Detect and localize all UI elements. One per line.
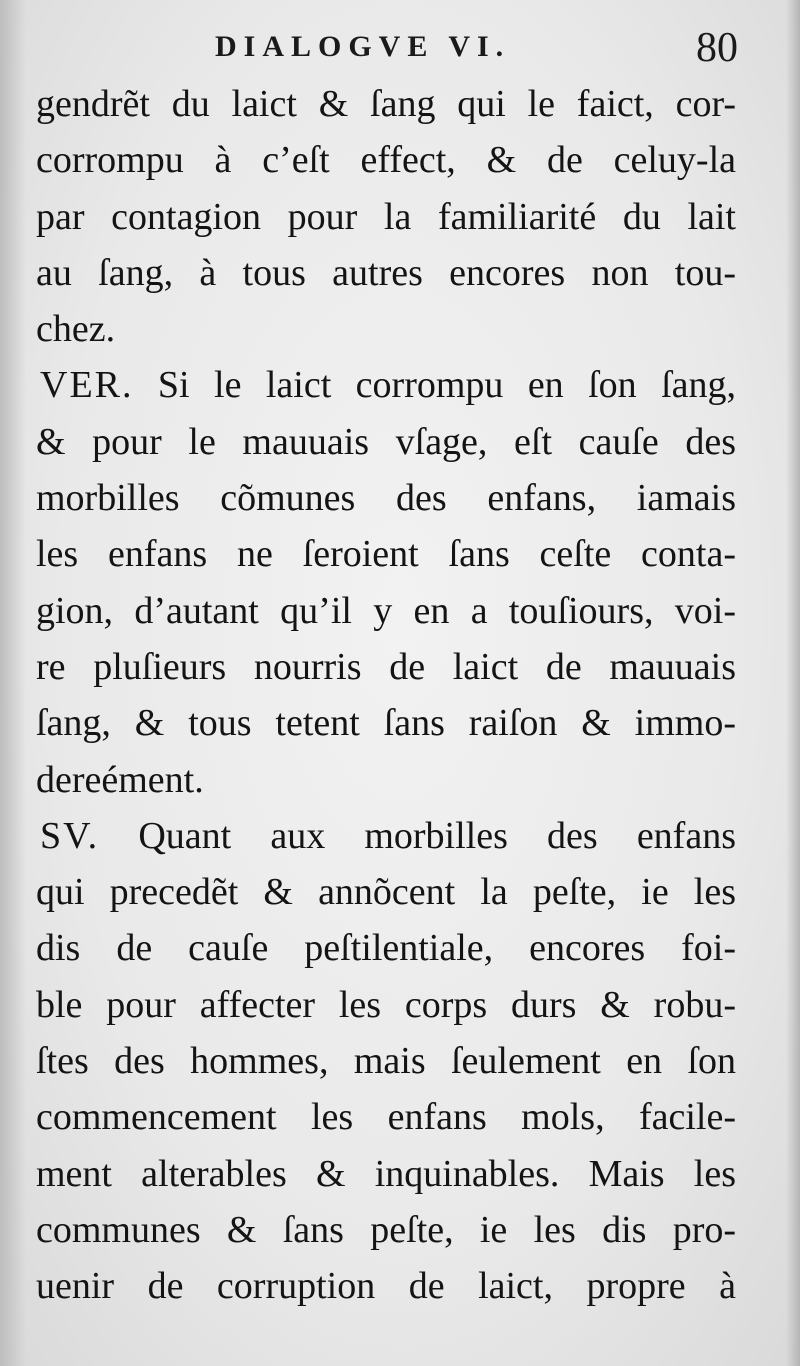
text-line: ment alterables & inquinables. Mais les (36, 1152, 736, 1195)
text-line: commencement les enfans mols, facile- (36, 1096, 736, 1139)
text-line: gion, d’autant qu’il y en a touſiours, voi- (36, 589, 736, 632)
text-line: re pluſieurs nourris de laict de mauuais (36, 645, 736, 688)
running-title: DIALOGVE VI. (215, 30, 511, 63)
text-line: communes & ſans peſte, ie les dis pro- (36, 1208, 736, 1251)
text-line: uenir de corruption de laict, propre à (36, 1265, 736, 1308)
text-line-speaker (36, 808, 736, 864)
text-line: au ſang, à tous autres encores non tou- (36, 251, 736, 294)
text-line: ſang, & tous tetent ſans raiſon & immo- (36, 702, 736, 745)
text-line: dis de cauſe peſtilentiale, encores foi- (36, 927, 736, 970)
text-line: par contagion pour la familiarité du lait (36, 195, 736, 238)
speaker-label: VER. (40, 364, 134, 407)
page-edge-shadow (786, 0, 800, 1366)
speaker-label: SV. (40, 814, 100, 857)
page-number: 80 (696, 25, 738, 71)
text-line-speaker (36, 357, 736, 413)
body-text (36, 76, 736, 1315)
text-line: morbilles cõmunes des enfans, iamais (36, 477, 736, 520)
text-line: ſtes des hommes, mais ſeulement en ſon (36, 1040, 736, 1083)
text-line: & pour le mauuais vſage, eſt cauſe des (36, 420, 736, 463)
speech-text: Quant aux morbilles des enfans (99, 814, 736, 857)
text-line: qui precedẽt & annõcent la peſte, ie les (36, 871, 736, 914)
text-line: dereément. (36, 758, 204, 801)
speech-text: Si le laict corrompu en ſon ſang, (133, 364, 736, 407)
text-line: corrompu à c’eſt effect, & de celuy-la (36, 139, 736, 182)
text-line: chez. (36, 308, 116, 351)
page-gutter-shadow (0, 0, 26, 1366)
text-line: ble pour affecter les corps durs & robu- (36, 983, 736, 1026)
text-line: les enfans ne ſeroient ſans ceſte conta- (36, 533, 736, 576)
text-line: gendrẽt du laict & ſang qui le faict, cor- (36, 83, 736, 125)
